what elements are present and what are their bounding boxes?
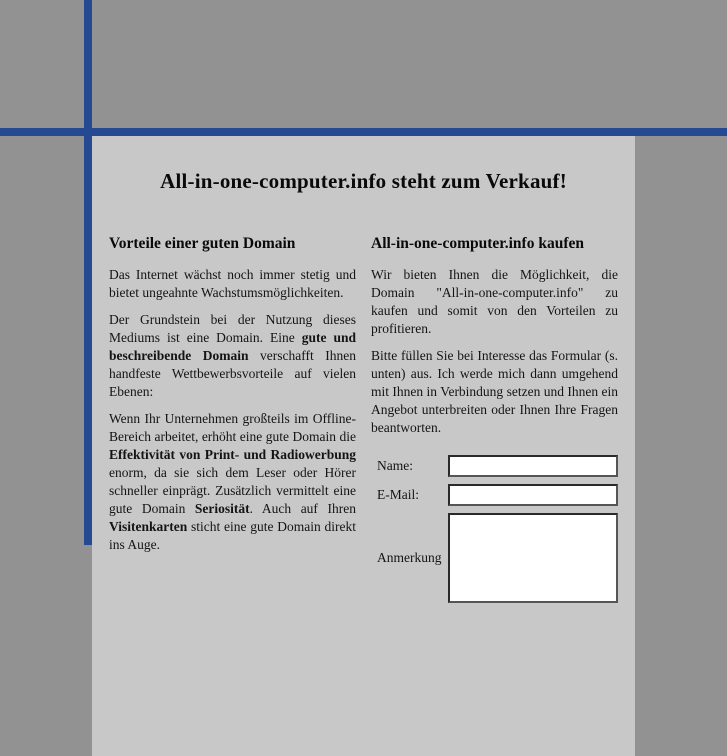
note-textarea[interactable] — [448, 513, 618, 603]
email-row — [371, 484, 618, 506]
name-input[interactable] — [448, 455, 618, 477]
paragraph: Wenn Ihr Unternehmen großteils im Offline-Bereich arbeitet, erhöht eine gute Domain die Effektivität von Print- und Radiowerbung enorm, da sie sich dem Leser oder Hörer schneller einprägt. Zusätzlich vermittelt eine gute Domain Seriosität. Auch auf Ihren Visitenkarten sticht eine gute Domain direkt ins Auge. — [109, 411, 356, 552]
paragraph: Wir bieten Ihnen die Möglichkeit, die Domain "All-in-one-computer.info" zu kaufen und somit von den Vorteilen zu profitieren. — [371, 267, 618, 336]
right-column — [371, 234, 618, 610]
email-input[interactable] — [448, 484, 618, 506]
left-column-title: Vorteile einer guten Domain — [109, 235, 296, 252]
two-column-layout — [92, 234, 635, 610]
name-label: Name: — [377, 458, 413, 473]
note-row — [371, 513, 618, 603]
content-panel — [92, 136, 635, 756]
vertical-accent-bar — [84, 0, 92, 545]
left-column — [109, 234, 356, 610]
note-label: Anmerkung — [377, 550, 442, 565]
paragraph: Das Internet wächst noch immer stetig und bietet ungeahnte Wachstumsmöglichkeiten. — [109, 267, 356, 300]
page-title: All-in-one-computer.info steht zum Verkauf! — [160, 169, 567, 193]
paragraph: Der Grundstein bei der Nutzung dieses Mediums ist eine Domain. Eine gute und beschreibende Domain verschafft Ihnen handfeste Wettbewerbsvorteile auf vielen Ebenen: — [109, 312, 356, 399]
email-label: E-Mail: — [377, 487, 419, 502]
paragraph: Bitte füllen Sie bei Interesse das Formular (s. unten) aus. Ich werde mich dann umgehend mit Ihnen in Verbindung setzen und Ihnen ein Angebot unterbreiten oder Ihnen Ihre Fragen beantworten. — [371, 348, 618, 435]
right-column-title: All-in-one-computer.info kaufen — [371, 235, 584, 252]
horizontal-accent-bar — [0, 128, 727, 136]
name-row — [371, 455, 618, 477]
contact-form — [371, 455, 618, 603]
